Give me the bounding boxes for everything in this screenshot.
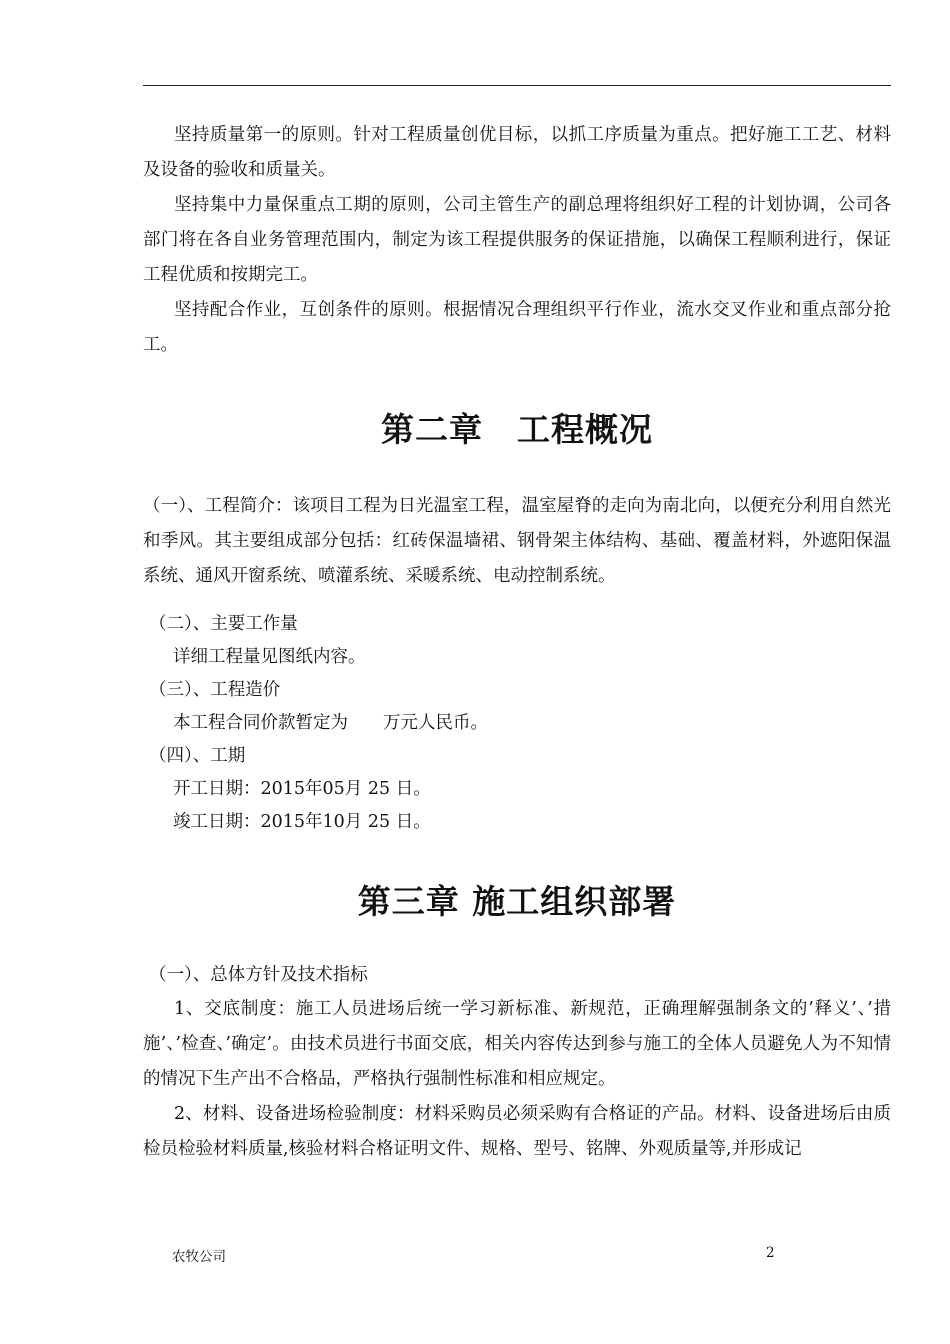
project-overview: （一）、工程简介：该项目工程为日光温室工程，温室屋脊的走向为南北向，以便充分利用自然光和季风。其主要组成部分包括：红砖保温墙裙、钢骨架主体结构、基础、覆盖材料，外遮阳保温系统、通风开窗系统、喷灌系统、采暖系统、电动控制系统。	[143, 496, 891, 586]
end-date: 竣工日期：2015年10月 25 日。	[173, 812, 431, 832]
cost-text: 本工程合同价款暂定为 万元人民币。	[173, 713, 488, 733]
chapter-3-title: 第三章 施工组织部署	[357, 882, 677, 921]
footer-page-number: 2	[766, 1245, 775, 1261]
intro-paragraph-1: 坚持质量第一的原则。针对工程质量创优目标，以抓工序质量为重点。把好施工工艺、材料及设备的验收和质量关。	[143, 125, 891, 180]
workload-heading: （二）、主要工作量	[149, 614, 298, 634]
cost-heading: （三）、工程造价	[149, 680, 281, 700]
intro-paragraph-3: 坚持配合作业，互创条件的原则。根据情况合理组织平行作业，流水交叉作业和重点部分抢工。	[143, 300, 891, 355]
document-body	[143, 118, 891, 1167]
intro-paragraph-2: 坚持集中力量保重点工期的原则，公司主管生产的副总理将组织好工程的计划协调，公司各部门将在各自业务管理范围内，制定为该工程提供服务的保证措施，以确保工程顺利进行，保证工程优质和按期完工。	[143, 195, 891, 285]
footer-company: 农牧公司	[172, 1249, 226, 1265]
chapter-2-title: 第二章 工程概况	[381, 410, 653, 449]
workload-text: 详细工程量见图纸内容。	[173, 647, 366, 667]
item-2-paragraph: 2、材料、设备进场检验制度：材料采购员必须采购有合格证的产品。材料、设备进场后由质检员检验材料质量,核验材料合格证明文件、规格、型号、铭牌、外观质量等,并形成记	[143, 1104, 891, 1159]
item-1-paragraph: 1、交底制度：施工人员进场后统一学习新标准、新规范，正确理解强制条文的’释义’、’措施’、’检查、’确定’。由技术员进行书面交底，相关内容传达到参与施工的全体人员避免人为不知情的情况下生产出不合格品，严格执行强制性标准和相应规定。	[143, 999, 891, 1089]
header-rule	[143, 85, 891, 86]
period-heading: （四）、工期	[149, 746, 246, 766]
section-heading: （一）、总体方针及技术指标	[149, 965, 368, 985]
start-date: 开工日期：2015年05月 25 日。	[173, 779, 431, 799]
